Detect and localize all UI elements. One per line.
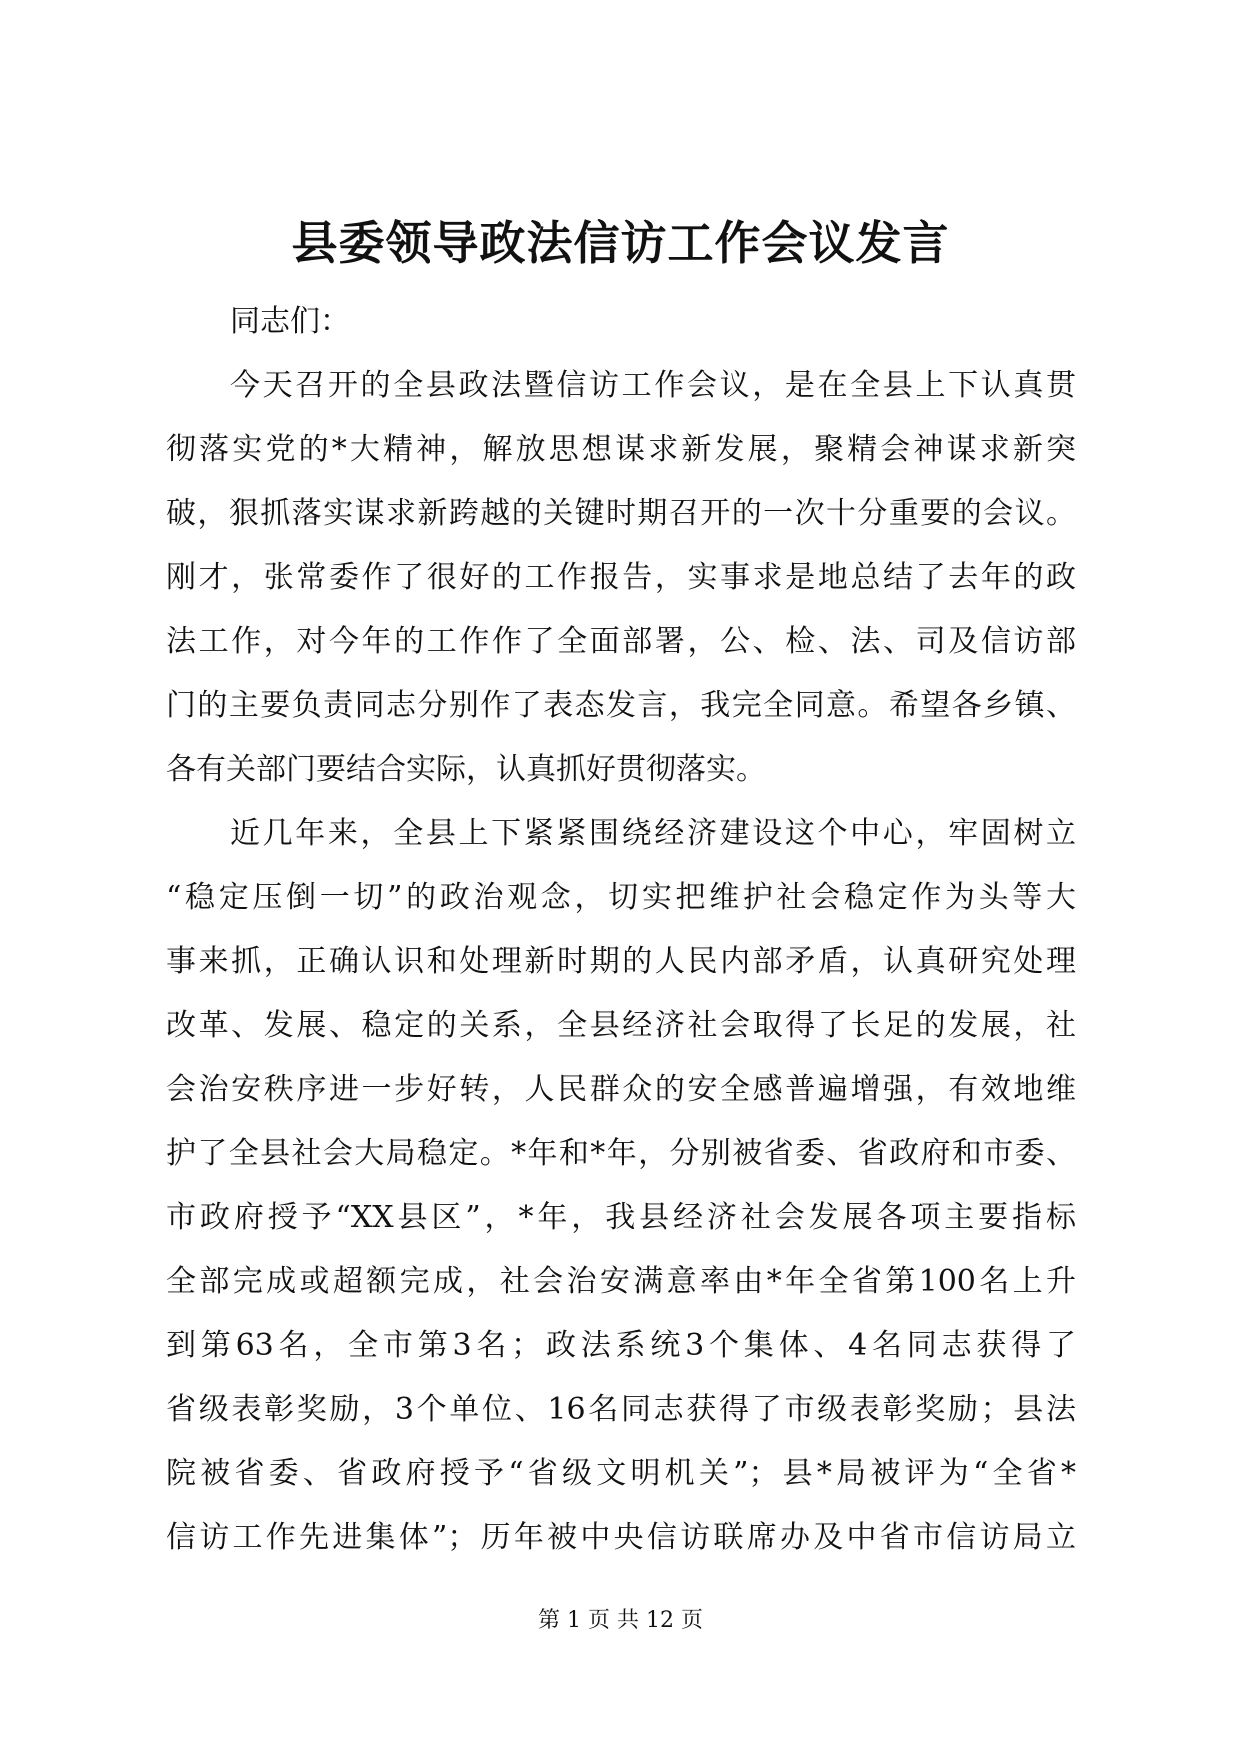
body-line: “稳定压倒一切”的政治观念，切实把维护社会稳定作为头等大	[166, 880, 1076, 915]
body-line: 院被省委、省政府授予“省级文明机关”；县*局被评为“全省*	[166, 1456, 1076, 1491]
body-line: 会治安秩序进一步好转，人民群众的安全感普遍增强，有效地维	[166, 1072, 1076, 1107]
body-line: 省级表彰奖励，3个单位、16名同志获得了市级表彰奖励；县法	[166, 1392, 1076, 1427]
body-line: 近几年来，全县上下紧紧围绕经济建设这个中心，牢固树立	[230, 816, 1076, 851]
body-line: 刚才，张常委作了很好的工作报告，实事求是地总结了去年的政	[166, 560, 1076, 595]
body-line: 市政府授予“XX县区”，*年，我县经济社会发展各项主要指标	[166, 1200, 1076, 1235]
body-line: 改革、发展、稳定的关系，全县经济社会取得了长足的发展，社	[166, 1008, 1076, 1043]
document-body	[166, 290, 1076, 1570]
body-line: 破，狠抓落实谋求新跨越的关键时期召开的一次十分重要的会议。	[166, 496, 1076, 531]
body-line: 同志们：	[230, 304, 350, 339]
document-title: 县委领导政法信访工作会议发言	[291, 216, 950, 270]
body-line: 到第63名，全市第3名；政法系统3个集体、4名同志获得了	[166, 1328, 1076, 1363]
body-line: 今天召开的全县政法暨信访工作会议，是在全县上下认真贯	[230, 368, 1076, 403]
body-line: 彻落实党的*大精神，解放思想谋求新发展，聚精会神谋求新突	[166, 432, 1076, 467]
body-line: 法工作，对今年的工作作了全面部署，公、检、法、司及信访部	[166, 624, 1076, 659]
body-line: 信访工作先进集体”；历年被中央信访联席办及中省市信访局立	[166, 1520, 1076, 1555]
page-footer: 第 1 页 共 12 页	[538, 1608, 703, 1633]
body-line: 各有关部门要结合实际，认真抓好贯彻落实。	[166, 752, 766, 787]
body-line: 全部完成或超额完成，社会治安满意率由*年全省第100名上升	[166, 1264, 1076, 1299]
body-line: 事来抓，正确认识和处理新时期的人民内部矛盾，认真研究处理	[166, 944, 1076, 979]
body-line: 门的主要负责同志分别作了表态发言，我完全同意。希望各乡镇、	[166, 688, 1076, 723]
body-line: 护了全县社会大局稳定。*年和*年，分别被省委、省政府和市委、	[166, 1136, 1076, 1171]
